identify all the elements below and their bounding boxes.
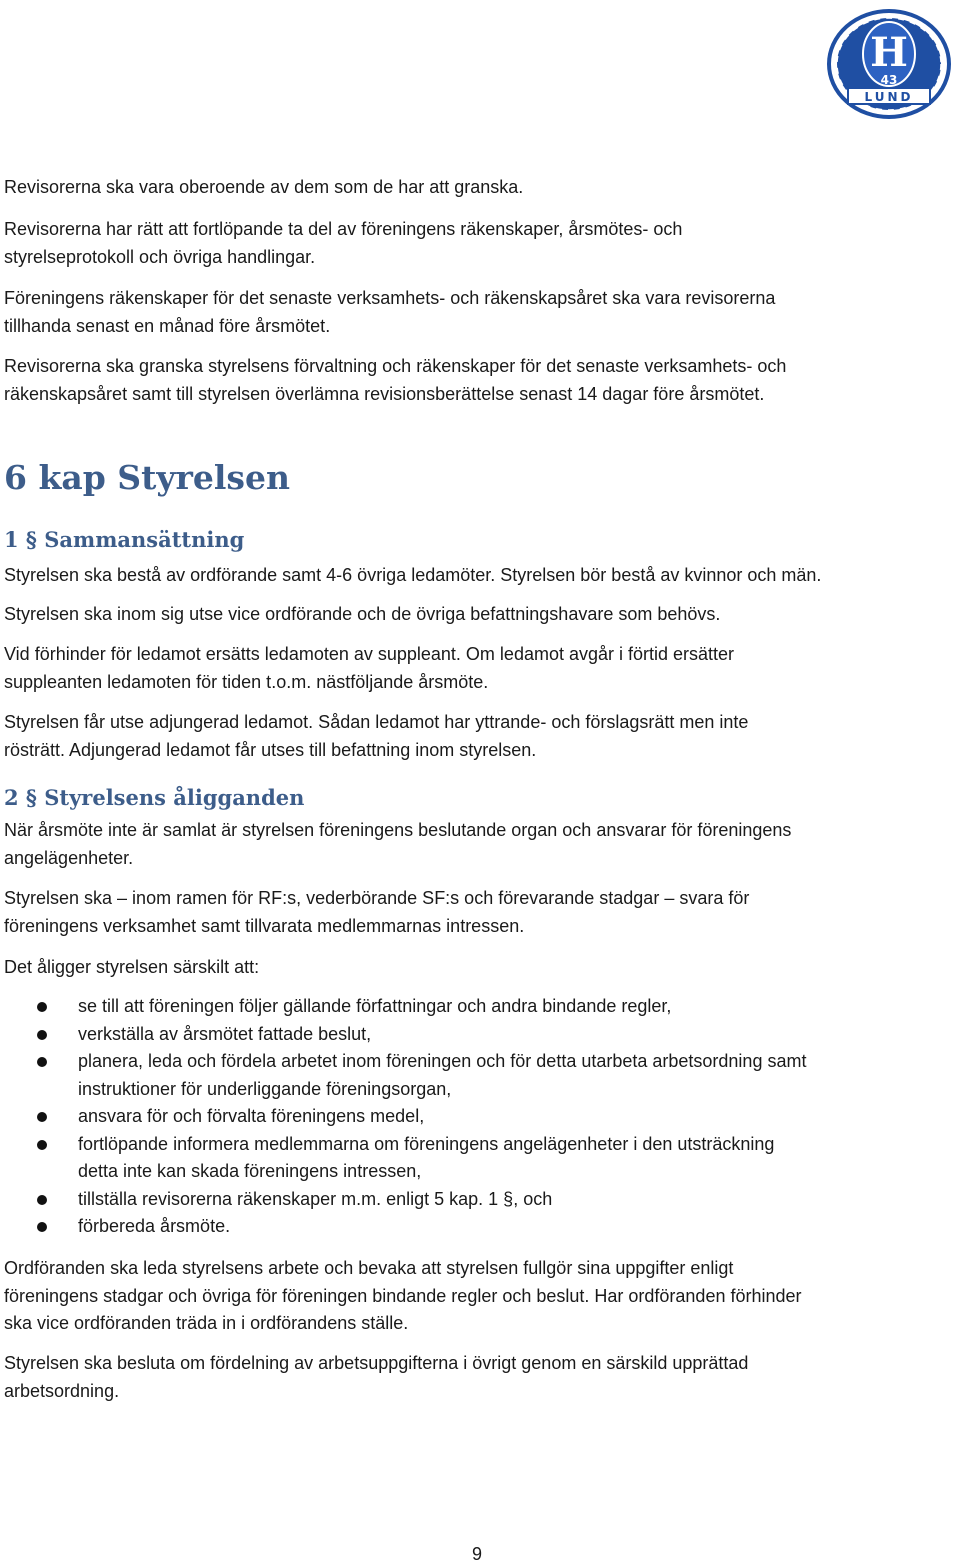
paragraph	[4, 1350, 748, 1405]
bullet-icon	[37, 1222, 47, 1232]
logo-number: 43	[880, 73, 898, 87]
list-item	[0, 1131, 806, 1186]
text-line: se till att föreningen följer gällande författningar och andra bindande regler,	[78, 996, 672, 1016]
text-line: arbetsordning.	[4, 1380, 120, 1401]
bullet-icon	[37, 1002, 47, 1012]
text-line: Styrelsen får utse adjungerad ledamot. Sådan ledamot har yttrande- och förslagsrätt men inte	[4, 712, 749, 732]
logo-letter: H	[870, 29, 908, 76]
text-line: angelägenheter.	[4, 847, 134, 868]
paragraph	[4, 353, 786, 408]
paragraph	[4, 709, 748, 764]
text-line: Revisorerna ska vara oberoende av dem som de har att granska.	[4, 177, 524, 197]
text-line: Revisorerna har rätt att fortlöpande ta del av föreningens räkenskaper, årsmötes- och	[4, 219, 683, 239]
text-line: instruktioner för underliggande föreningsorgan,	[78, 1078, 452, 1099]
list-item	[0, 1186, 806, 1214]
text-line: suppleanten ledamoten för tiden t.o.m. nästföljande årsmöte.	[4, 671, 489, 692]
list-item	[0, 1021, 806, 1049]
section-heading: 1 § Sammansättning	[4, 527, 245, 552]
chapter-heading: 6 kap Styrelsen	[4, 458, 290, 497]
text-line: Föreningens räkenskaper för det senaste verksamhets- och räkenskapsåret ska vara revisorerna	[4, 288, 776, 308]
text-line: Revisorerna ska granska styrelsens förvaltning och räkenskaper för det senaste verksamhets- och	[4, 356, 787, 376]
text-line: föreningens verksamhet samt tillvarata medlemmarnas intressen.	[4, 915, 525, 936]
page-number: 9	[472, 1544, 483, 1564]
text-line: När årsmöte inte är samlat är styrelsen föreningens beslutande organ och ansvarar för föreningens	[4, 820, 792, 840]
paragraph	[4, 1255, 802, 1338]
text-line: Vid förhinder för ledamot ersätts ledamoten av suppleant. Om ledamot avgår i förtid ersätter	[4, 644, 735, 664]
text-line: ansvara för och förvalta föreningens medel,	[78, 1106, 425, 1126]
text-line: föreningens stadgar och övriga för föreningen bindande regler och beslut. Har ordföranden förhinder	[4, 1285, 802, 1306]
text-line: detta inte kan skada föreningens intressen,	[78, 1161, 422, 1181]
list-item	[0, 993, 806, 1021]
bullet-icon	[37, 1195, 47, 1205]
text-line: förbereda årsmöte.	[78, 1216, 231, 1236]
text-line: Styrelsen ska besluta om fördelning av arbetsuppgifterna i övrigt genom en särskild upprättad	[4, 1353, 749, 1373]
paragraph	[4, 954, 259, 982]
paragraph	[4, 216, 682, 271]
text-line: styrelseprotokoll och övriga handlingar.	[4, 246, 316, 267]
club-logo	[826, 8, 952, 120]
text-line: Styrelsen ska inom sig utse vice ordförande och de övriga befattningshavare som behövs.	[4, 604, 721, 624]
bullet-icon	[37, 1030, 47, 1040]
text-line: planera, leda och fördela arbetet inom föreningen och för detta utarbeta arbetsordning samt	[78, 1051, 807, 1071]
bullet-icon	[37, 1140, 47, 1150]
duties-list	[0, 993, 806, 1241]
paragraph	[4, 817, 791, 872]
list-item	[0, 1048, 806, 1103]
text-line: verkställa av årsmötet fattade beslut,	[78, 1023, 372, 1044]
list-item	[0, 1213, 806, 1241]
logo-text: LUND	[864, 90, 914, 104]
paragraph	[4, 601, 720, 629]
paragraph	[4, 562, 821, 590]
text-line: ska vice ordföranden träda in i ordförandens ställe.	[4, 1313, 409, 1333]
paragraph	[4, 285, 775, 340]
bullet-icon	[37, 1112, 47, 1122]
paragraph	[4, 641, 734, 696]
text-line: räkenskapsåret samt till styrelsen överlämna revisionsberättelse senast 14 dagar före årsmötet.	[4, 383, 765, 404]
paragraph	[4, 885, 749, 940]
text-line: tillställa revisorerna räkenskaper m.m. enligt 5 kap. 1 §, och	[78, 1188, 553, 1209]
text-line: Styrelsen ska bestå av ordförande samt 4-6 övriga ledamöter. Styrelsen bör bestå av kvinnor och män.	[4, 565, 822, 585]
text-line: tillhanda senast en månad före årsmötet.	[4, 315, 331, 336]
section-heading: 2 § Styrelsens åligganden	[4, 785, 305, 810]
text-line: Ordföranden ska leda styrelsens arbete och bevaka att styrelsen fullgör sina uppgifter enligt	[4, 1258, 734, 1278]
text-line: fortlöpande informera medlemmarna om föreningens angelägenheter i den utsträckning	[78, 1133, 775, 1154]
bullet-icon	[37, 1057, 47, 1067]
text-line: Det åligger styrelsen särskilt att:	[4, 957, 260, 977]
list-item	[0, 1103, 806, 1131]
text-line: rösträtt. Adjungerad ledamot får utses till befattning inom styrelsen.	[4, 739, 537, 760]
text-line: Styrelsen ska – inom ramen för RF:s, vederbörande SF:s och förevarande stadgar – svara för	[4, 888, 750, 908]
paragraph	[4, 174, 523, 202]
